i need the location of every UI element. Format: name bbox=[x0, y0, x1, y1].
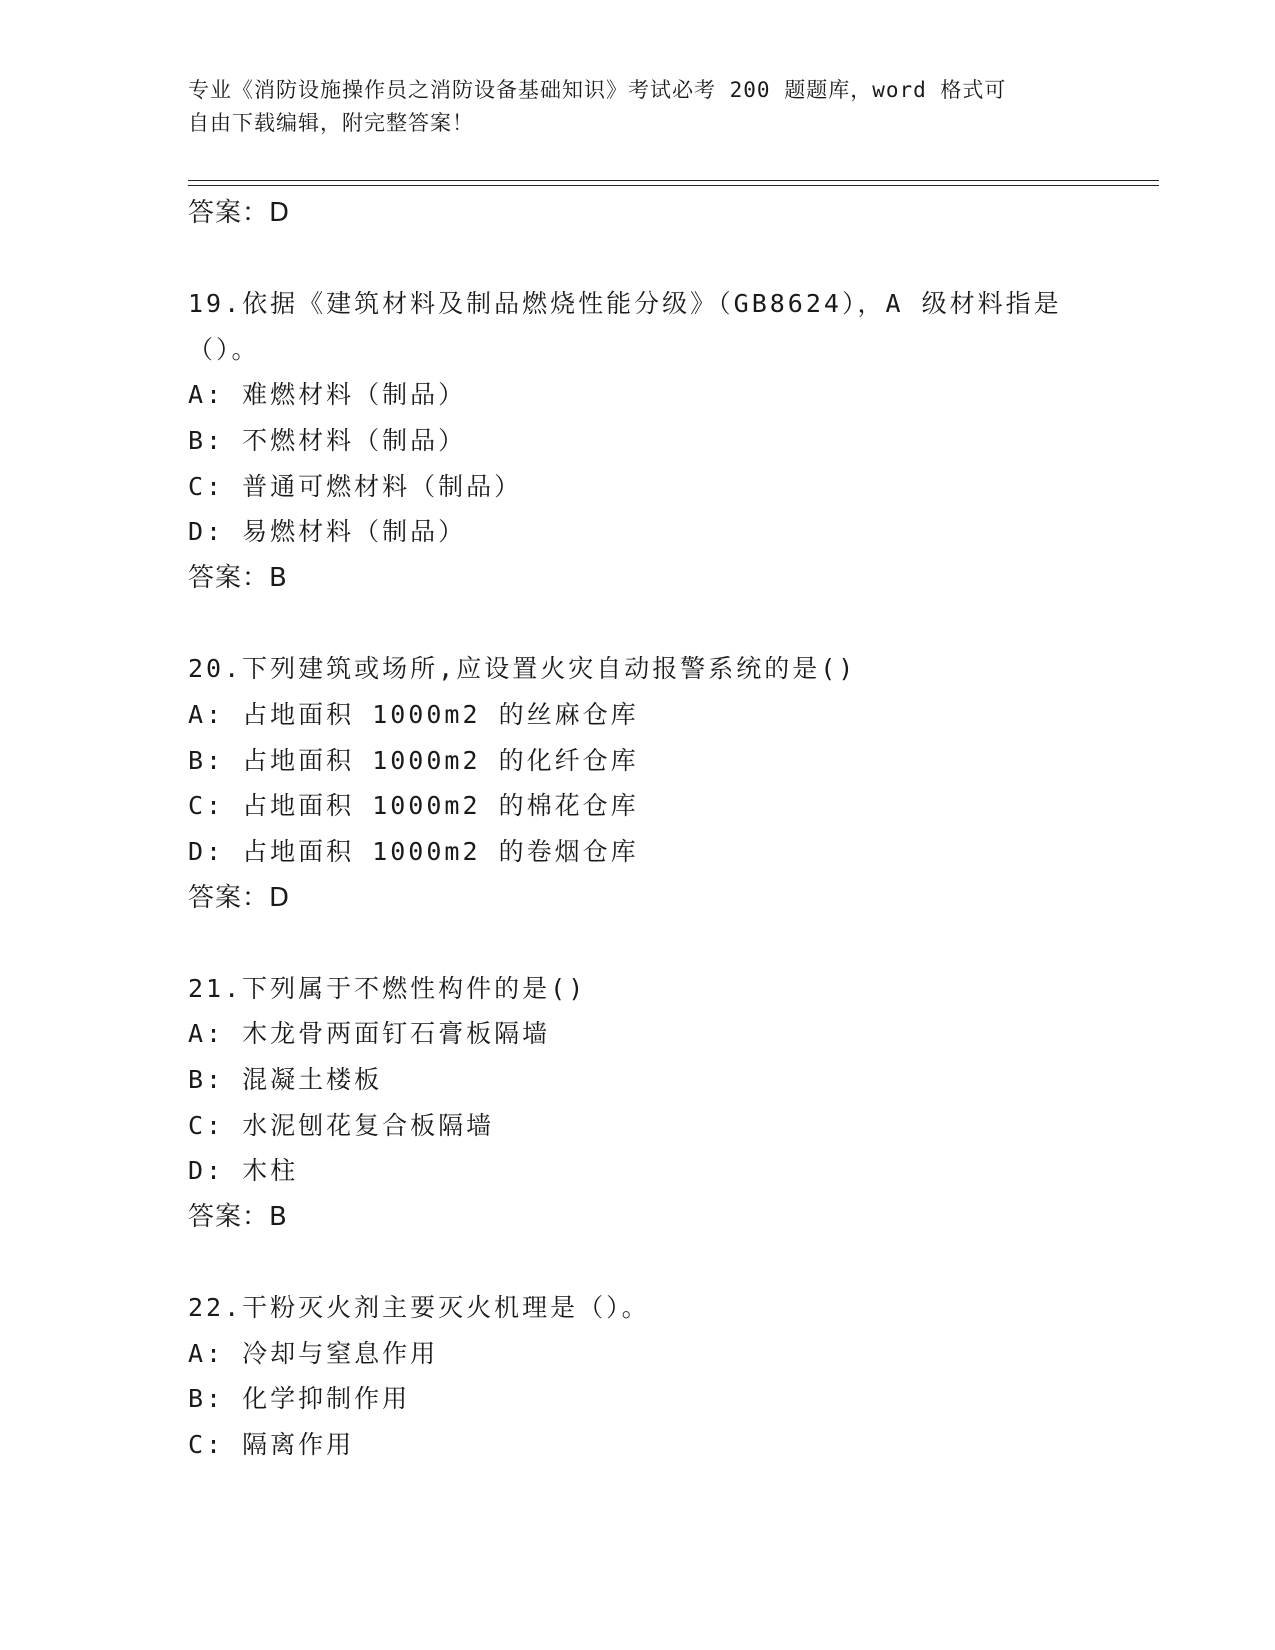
question-21-answer: 答案：B bbox=[188, 1202, 288, 1232]
spacer bbox=[188, 921, 1148, 966]
question-19-stem-line-1: 19.依据《建筑材料及制品燃烧性能分级》（GB8624），A 级材料指是 bbox=[188, 289, 1062, 318]
question-19-answer: 答案：B bbox=[188, 563, 288, 594]
header-divider-top bbox=[188, 180, 1159, 181]
header-divider-bottom bbox=[188, 185, 1159, 186]
question-21-option-c: C: 水泥刨花复合板隔墙 bbox=[188, 1110, 495, 1140]
question-22 bbox=[188, 1285, 1148, 1468]
question-19-option-b: B: 不燃材料（制品） bbox=[188, 426, 467, 456]
previous-answer: 答案：D bbox=[188, 198, 291, 228]
question-21-option-b: B: 混凝土楼板 bbox=[188, 1064, 383, 1094]
question-21-option-a: A: 木龙骨两面钉石膏板隔墙 bbox=[188, 1019, 551, 1049]
header-line-2: 自由下载编辑，附完整答案！ bbox=[188, 111, 474, 135]
question-20-option-d: D: 占地面积 1000m2 的卷烟仓库 bbox=[188, 836, 639, 866]
question-20-option-b: B: 占地面积 1000m2 的化纤仓库 bbox=[188, 745, 639, 775]
spacer bbox=[188, 1240, 1148, 1285]
spacer bbox=[188, 236, 1148, 281]
question-19-option-a: A: 难燃材料（制品） bbox=[188, 380, 467, 410]
question-21 bbox=[188, 966, 1148, 1240]
question-20 bbox=[188, 646, 1148, 920]
question-20-option-c: C: 占地面积 1000m2 的棉花仓库 bbox=[188, 791, 639, 821]
question-19 bbox=[188, 281, 1148, 601]
question-22-option-a: A: 冷却与窒息作用 bbox=[188, 1338, 439, 1368]
question-21-option-d: D: 木柱 bbox=[188, 1156, 299, 1186]
question-22-option-b: B: 化学抑制作用 bbox=[188, 1384, 411, 1414]
question-22-stem: 22.干粉灭火剂主要灭火机理是（）。 bbox=[188, 1293, 650, 1322]
question-20-answer: 答案：D bbox=[188, 882, 291, 913]
question-21-stem: 21.下列属于不燃性构件的是() bbox=[188, 973, 587, 1003]
question-20-stem: 20.下列建筑或场所,应设置火灾自动报警系统的是() bbox=[188, 654, 857, 684]
spacer bbox=[188, 601, 1148, 646]
header-line-1: 专业《消防设施操作员之消防设备基础知识》考试必考 200 题题库，word 格式可 bbox=[188, 78, 1007, 102]
question-19-option-c: C: 普通可燃材料（制品） bbox=[188, 471, 523, 501]
question-22-option-c: C: 隔离作用 bbox=[188, 1430, 355, 1460]
question-19-option-d: D: 易燃材料（制品） bbox=[188, 517, 467, 547]
document-header bbox=[188, 74, 1088, 140]
question-20-option-a: A: 占地面积 1000m2 的丝麻仓库 bbox=[188, 699, 639, 729]
question-19-stem-line-2: （）。 bbox=[188, 334, 260, 364]
question-list bbox=[188, 190, 1148, 1468]
